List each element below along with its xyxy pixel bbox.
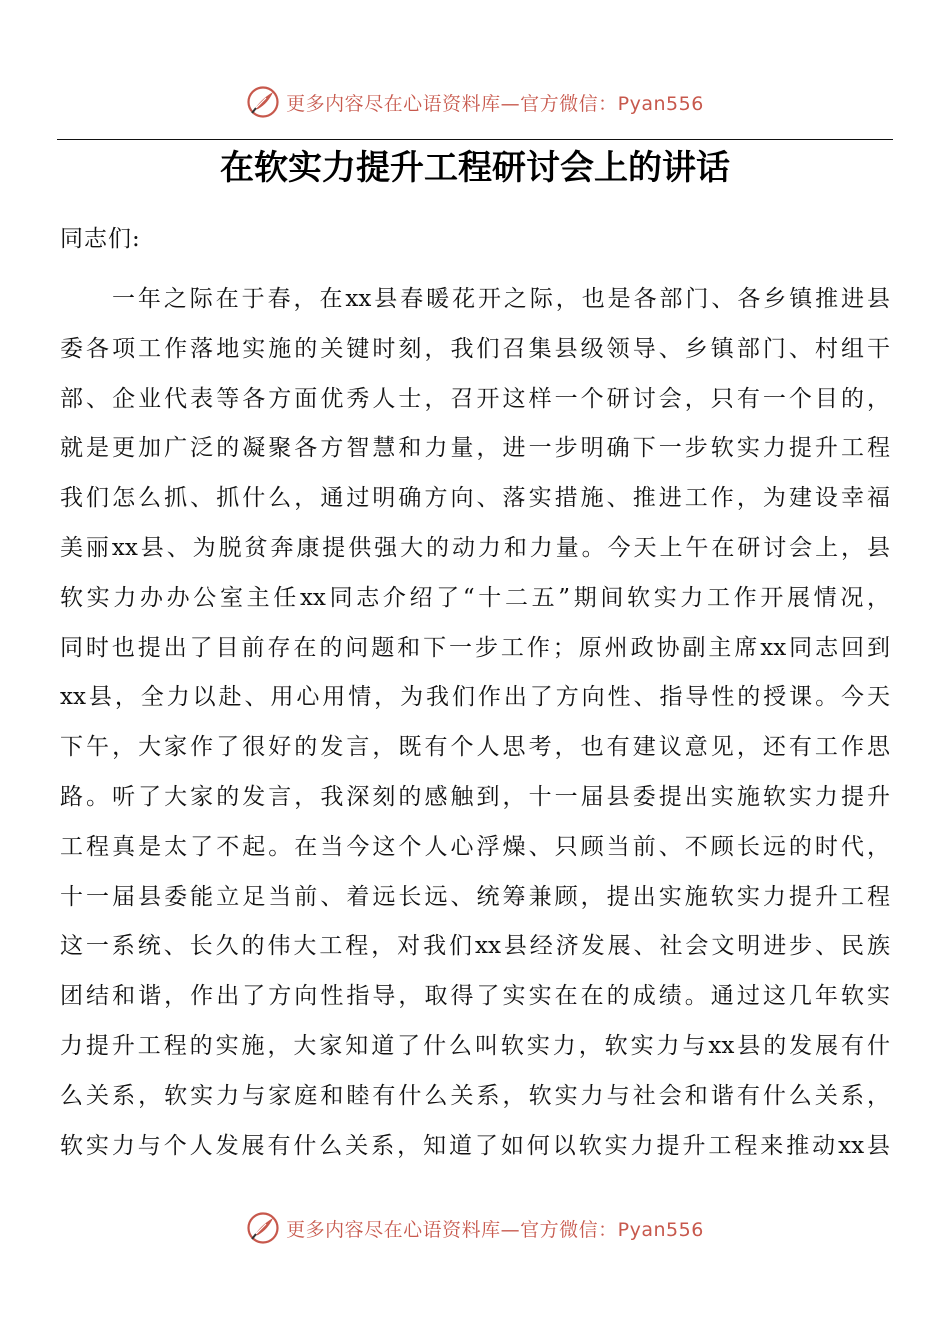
quill-logo-icon [246,1211,280,1245]
body-line: 部、企业代表等各方面优秀人士，召开这样一个研讨会，只有一个目的， [60,385,890,412]
title-divider [57,139,893,140]
body-line: 我们怎么抓、抓什么，通过明确方向、落实措施、推进工作，为建设幸福 [60,485,890,512]
body-line: 路。听了大家的发言，我深刻的感触到，十一届县委提出实施软实力提升 [60,783,890,810]
body-line: 就是更加广泛的凝聚各方智慧和力量，进一步明确下一步软实力提升工程 [60,435,890,462]
body-line: 美丽xx县、为脱贫奔康提供强大的动力和力量。今天上午在研讨会上，县 [60,534,890,561]
speech-body [60,279,890,1175]
body-line: 这一系统、长久的伟大工程，对我们xx县经济发展、社会文明进步、民族 [60,933,890,960]
footer-banner-text: 更多内容尽在心语资料库—官方微信：Pyan556 [286,1218,704,1241]
body-line: 软实力与个人发展有什么关系，知道了如何以软实力提升工程来推动xx县 [60,1132,890,1159]
body-line: 十一届县委能立足当前、着远长远、统筹兼顾，提出实施软实力提升工程 [60,883,890,910]
body-line: 工程真是太了不起。在当今这个人心浮燥、只顾当前、不顾长远的时代， [60,833,890,860]
footer-watermark-banner [0,1208,950,1248]
body-line: 一年之际在于春，在xx县春暖花开之际，也是各部门、各乡镇推进县 [112,286,890,312]
header-banner-text: 更多内容尽在心语资料库—官方微信：Pyan556 [286,92,704,115]
body-line: 么关系，软实力与家庭和睦有什么关系，软实力与社会和谐有什么关系， [60,1082,890,1109]
body-line: 下午，大家作了很好的发言，既有个人思考，也有建议意见，还有工作思 [60,734,890,761]
header-watermark-banner [0,82,950,122]
body-line: xx县，全力以赴、用心用情，为我们作出了方向性、指导性的授课。今天 [60,684,890,711]
body-line: 同时也提出了目前存在的问题和下一步工作；原州政协副主席xx同志回到 [60,634,890,661]
document-title: 在软实力提升工程研讨会上的讲话 [220,148,730,188]
body-line: 软实力办办公室主任xx同志介绍了“十二五”期间软实力工作开展情况， [60,584,890,611]
body-line: 委各项工作落地实施的关键时刻，我们召集县级领导、乡镇部门、村组干 [60,335,890,362]
salutation: 同志们: [60,226,141,252]
quill-logo-icon [246,85,280,119]
body-line: 力提升工程的实施，大家知道了什么叫软实力，软实力与xx县的发展有什 [60,1032,890,1059]
body-line: 团结和谐，作出了方向性指导，取得了实实在在的成绩。通过这几年软实 [60,983,890,1010]
